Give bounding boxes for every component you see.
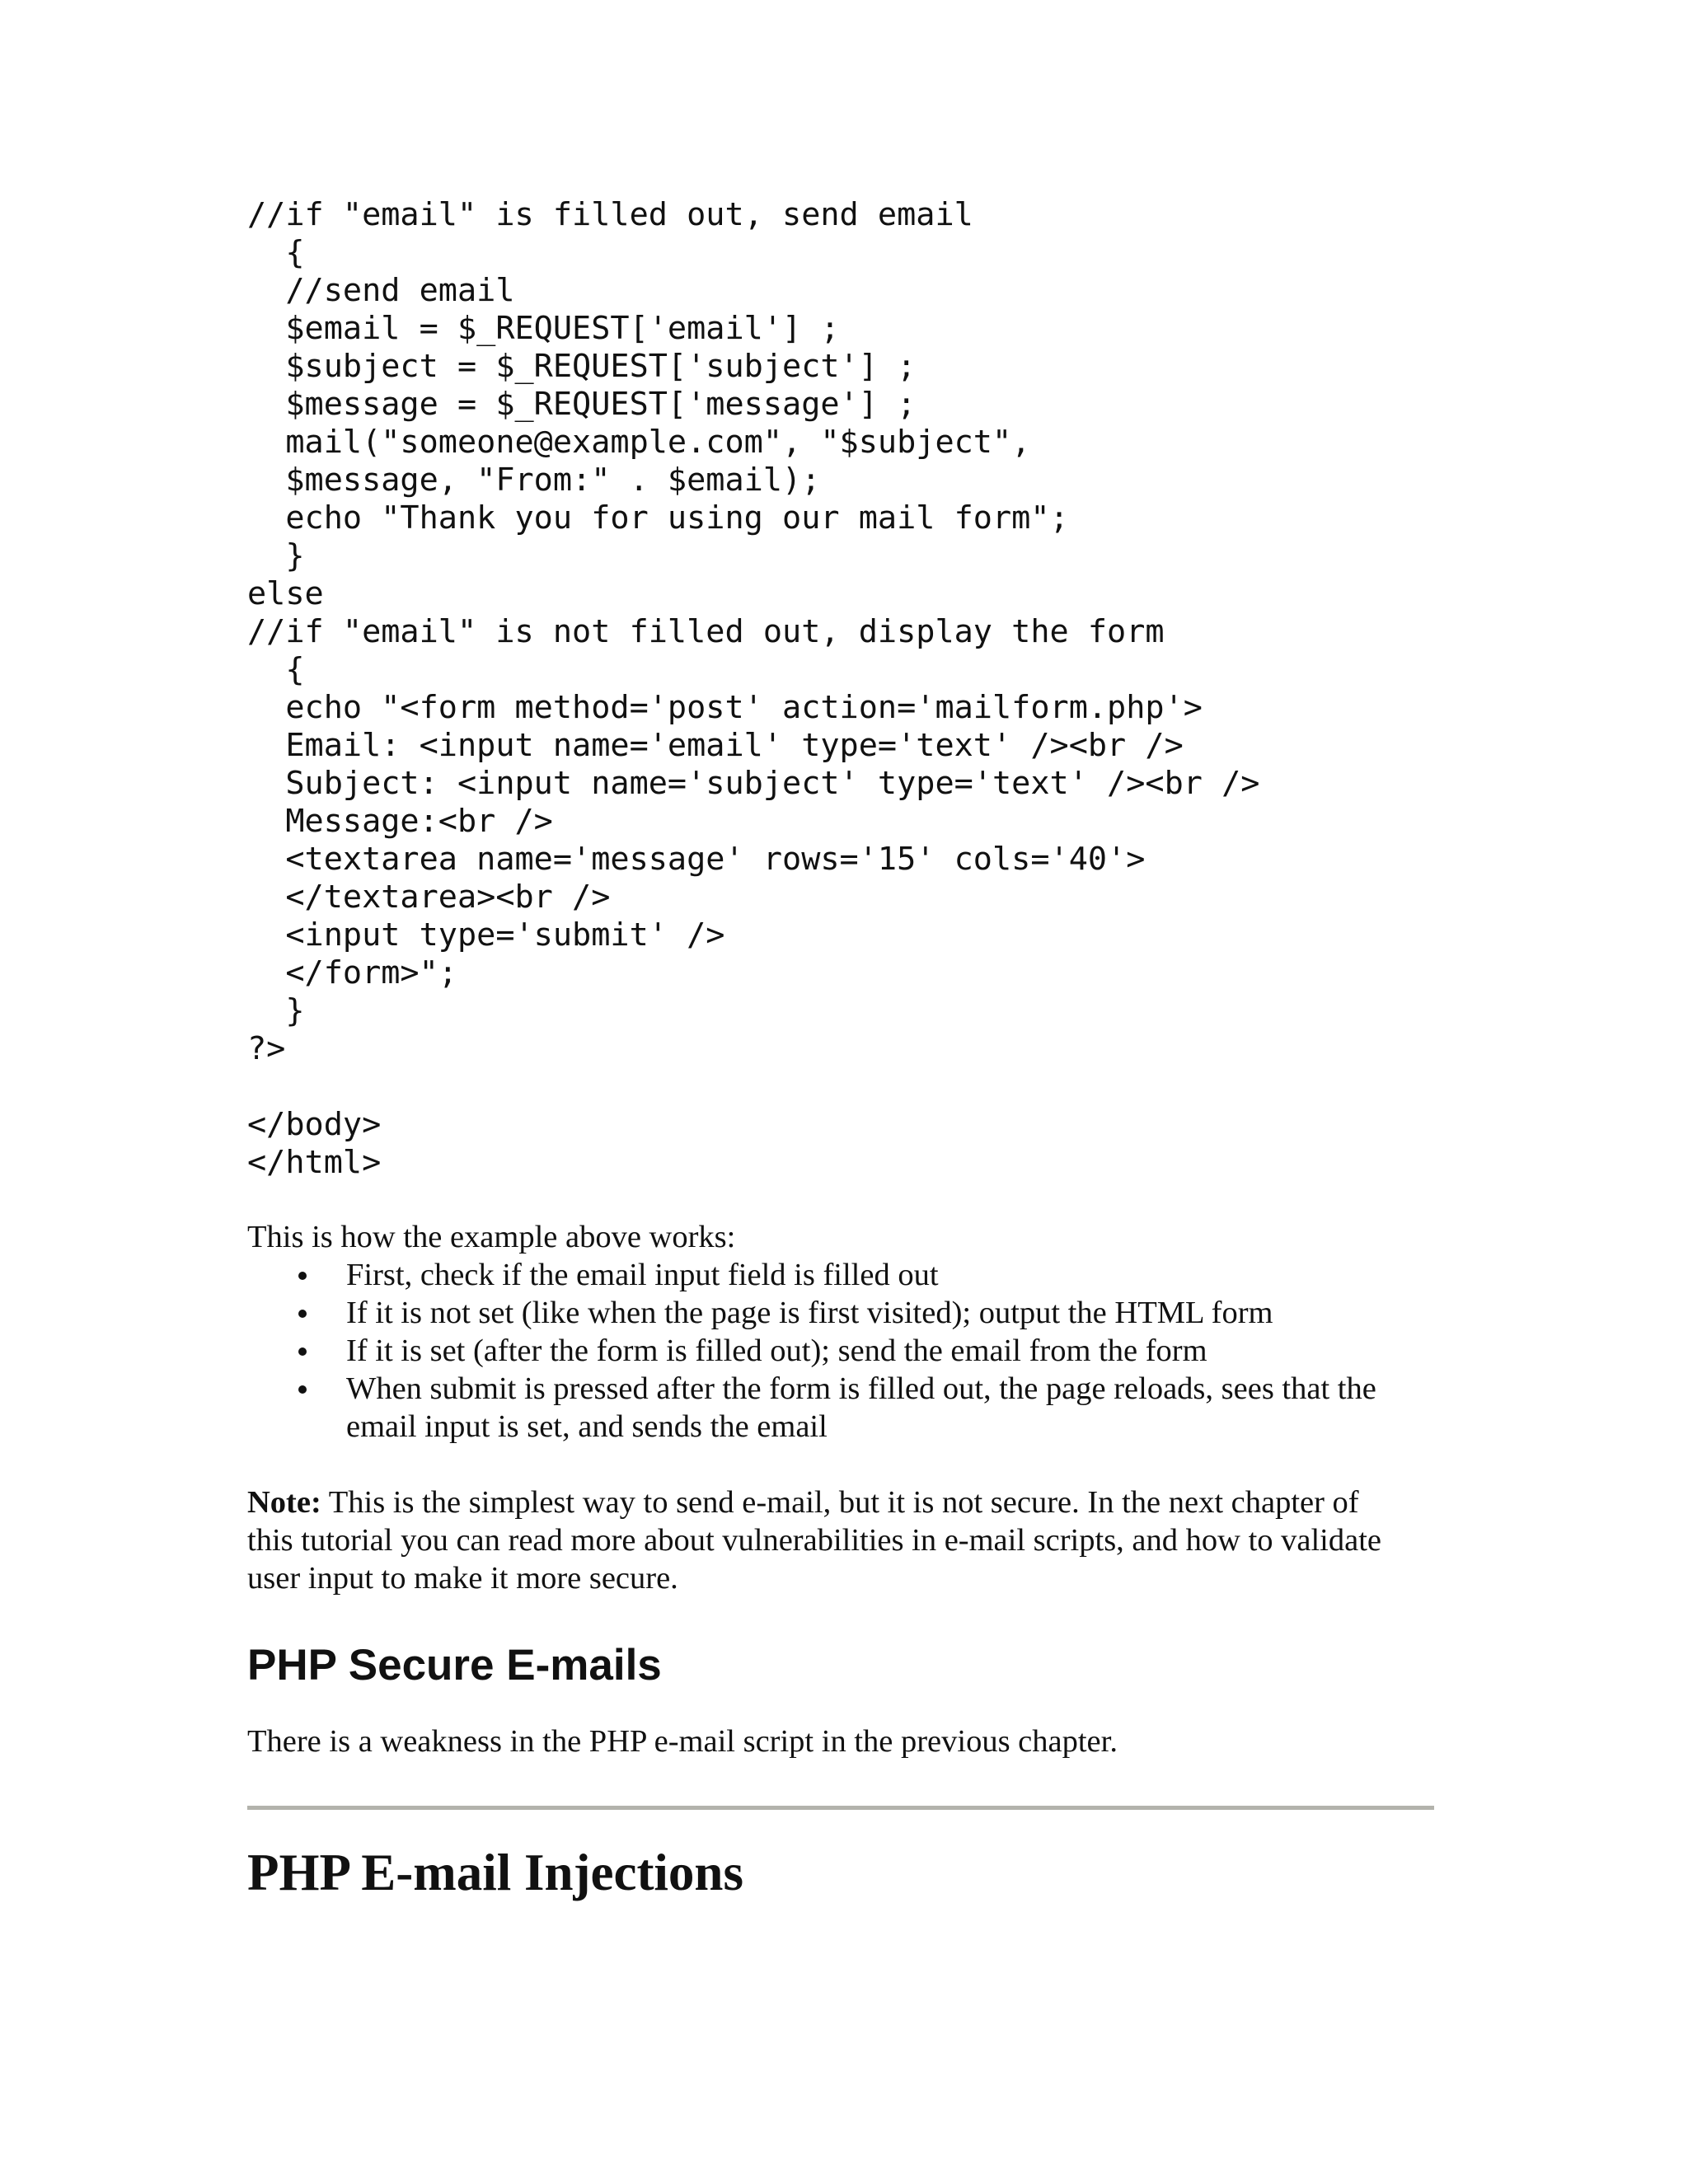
code-line: ?> xyxy=(247,1030,286,1067)
code-line: echo "Thank you for using our mail form"; xyxy=(247,499,1069,537)
note-label: Note: xyxy=(247,1485,321,1520)
list-item xyxy=(247,1370,1376,1446)
list-item xyxy=(247,1294,1376,1332)
code-line: Subject: <input name='subject' type='text' /><br /> xyxy=(247,765,1260,802)
note-text: this tutorial you can read more about vulnerabilities in e-mail scripts, and how to validate xyxy=(247,1523,1381,1558)
code-line xyxy=(247,1068,1260,1106)
bullet-icon xyxy=(298,1347,307,1356)
code-line: </html> xyxy=(247,1144,382,1181)
code-line: { xyxy=(247,651,305,688)
intro-text: This is how the example above works: xyxy=(247,1220,736,1254)
code-line: $email = $_REQUEST['email'] ; xyxy=(247,310,840,347)
code-line: Email: <input name='email' type='text' /><br /> xyxy=(247,727,1184,764)
code-block xyxy=(247,196,1260,1182)
note-paragraph xyxy=(247,1483,1381,1597)
list-item-text: First, check if the email input field is filled out xyxy=(346,1258,939,1292)
section-text: There is a weakness in the PHP e-mail script in the previous chapter. xyxy=(247,1724,1118,1759)
list-item xyxy=(247,1332,1376,1370)
explanation-list xyxy=(247,1256,1376,1446)
code-line: </form>"; xyxy=(247,954,457,991)
code-line: echo "<form method='post' action='mailform.php'> xyxy=(247,689,1203,726)
code-line: </body> xyxy=(247,1106,382,1143)
code-line: { xyxy=(247,234,305,271)
list-item-text: If it is set (after the form is filled out); send the email from the form xyxy=(346,1333,1207,1368)
note-text: user input to make it more secure. xyxy=(247,1561,678,1596)
code-line: $subject = $_REQUEST['subject'] ; xyxy=(247,348,917,385)
code-line: <textarea name='message' rows='15' cols='40'> xyxy=(247,841,1146,878)
section-heading: PHP Secure E-mails xyxy=(247,1641,662,1690)
horizontal-divider xyxy=(247,1806,1434,1810)
code-line: //if "email" is filled out, send email xyxy=(247,196,973,233)
code-line: //send email xyxy=(247,272,515,309)
bullet-icon xyxy=(298,1385,307,1394)
list-item-text: If it is not set (like when the page is first visited); output the HTML form xyxy=(346,1296,1273,1330)
code-line: else xyxy=(247,575,324,612)
list-item-text: When submit is pressed after the form is filled out, the page reloads, sees that the xyxy=(346,1371,1376,1406)
code-line: <input type='submit' /> xyxy=(247,916,725,954)
code-line: //if "email" is not filled out, display the form xyxy=(247,613,1165,650)
code-line: } xyxy=(247,537,305,574)
code-line: $message = $_REQUEST['message'] ; xyxy=(247,386,917,423)
next-section-heading: PHP E-mail Injections xyxy=(247,1844,743,1901)
bullet-icon xyxy=(298,1310,307,1318)
note-text: This is the simplest way to send e-mail, but it is not secure. In the next chapter of xyxy=(321,1485,1359,1520)
code-line: Message:<br /> xyxy=(247,803,553,840)
code-line: $message, "From:" . $email); xyxy=(247,462,821,499)
list-item-text-continued: email input is set, and sends the email xyxy=(346,1409,828,1444)
bullet-icon xyxy=(298,1272,307,1280)
code-line: mail("someone@example.com", "$subject", xyxy=(247,424,1031,461)
list-item xyxy=(247,1256,1376,1294)
code-line: </textarea><br /> xyxy=(247,879,611,916)
code-line: } xyxy=(247,992,305,1029)
